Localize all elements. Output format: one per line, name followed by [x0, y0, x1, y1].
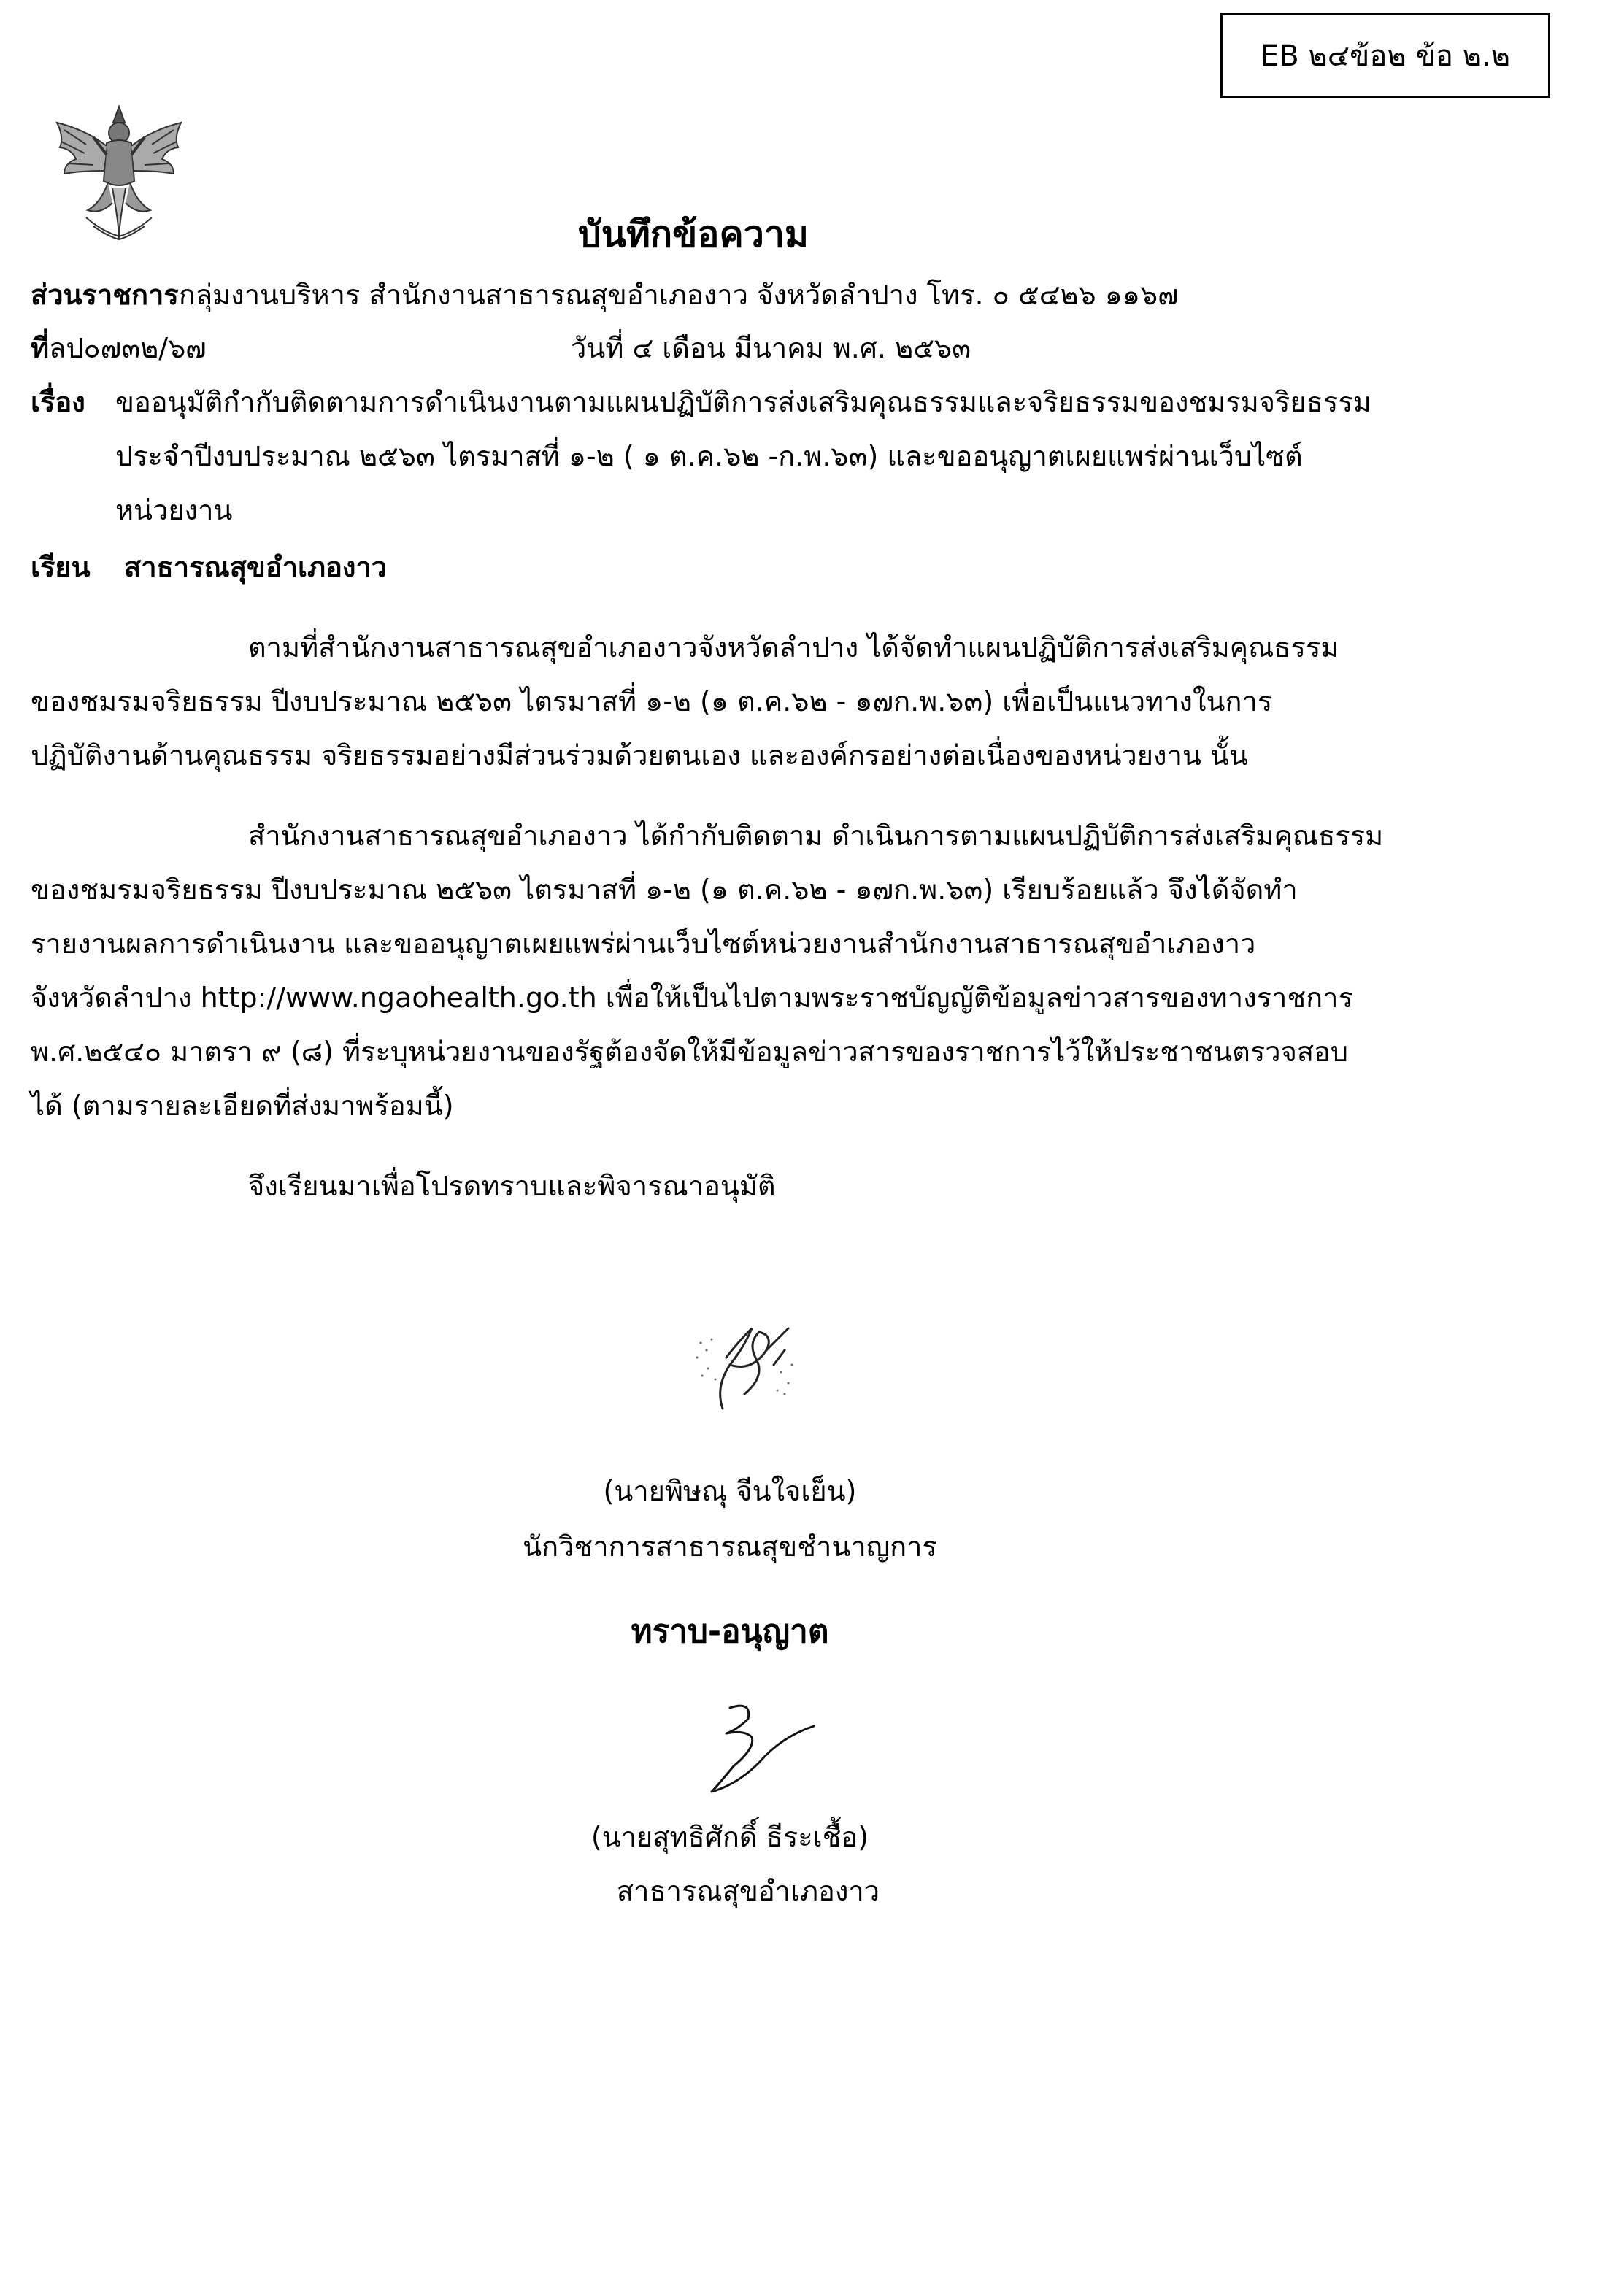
paragraph-2-line: สำนักงานสาธารณสุขอำเภองาว ได้กำกับติดตาม ดำเนินการตามแผนปฏิบัติการส่งเสริมคุณธรรม	[248, 820, 1384, 852]
signer-1-name: (นายพิษณุ จีนใจเย็น)	[603, 1475, 857, 1507]
subject-line: หน่วยงาน	[115, 494, 233, 526]
reference-row	[31, 334, 207, 362]
signer-2-position: สาธารณสุขอำเภองาว	[616, 1875, 880, 1907]
date-text: วันที่ ๔ เดือน มีนาคม พ.ศ. ๒๕๖๓	[571, 332, 971, 364]
signature-2-icon	[693, 1693, 825, 1803]
paragraph-1-line: ปฏิบัติงานด้านคุณธรรม จริยธรรมอย่างมีส่วนร่วมด้วยตนเอง และองค์กรอย่างต่อเนื่องของหน่วยงาน นั้น	[31, 739, 1248, 771]
document-code-box	[1220, 13, 1550, 98]
paragraph-2-line: ได้ (ตามรายละเอียดที่ส่งมาพร้อมนี้)	[31, 1090, 454, 1122]
subject-row	[31, 388, 85, 416]
paragraph-2-line: พ.ศ.๒๕๔๐ มาตรา ๙ (๘) ที่ระบุหน่วยงานของรัฐต้องจัดให้มีข้อมูลข่าวสารของราชการไว้ให้ประชาชนตรวจสอบ	[31, 1036, 1348, 1068]
recipient-label: เรียน	[31, 551, 91, 583]
reference-label: ที่	[31, 332, 50, 364]
subject-label: เรื่อง	[31, 386, 85, 418]
subject-line: ขออนุมัติกำกับติดตามการดำเนินงานตามแผนปฏิบัติการส่งเสริมคุณธรรมและจริยธรรมของชมรมจริยธรรม	[115, 386, 1371, 418]
paragraph-2-line: ของชมรมจริยธรรม ปีงบประมาณ ๒๕๖๓ ไตรมาสที่ ๑-๒ (๑ ต.ค.๖๒ - ๑๗ก.พ.๖๓) เรียบร้อยแล้ว จึงได้จัดทำ	[31, 874, 1298, 906]
paragraph-2-line: รายงานผลการดำเนินงาน และขออนุญาตเผยแพร่ผ่านเว็บไซต์หน่วยงานสำนักงานสาธารณสุขอำเภองาว	[31, 928, 1256, 960]
signer-1-position: นักวิชาการสาธารณสุขชำนาญการ	[523, 1530, 937, 1563]
agency-value: กลุ่มงานบริหาร สำนักงานสาธารณสุขอำเภองาว จังหวัดลำปาง โทร. ๐ ๕๔๒๖ ๑๑๖๗	[178, 279, 1179, 311]
recipient-value: สาธารณสุขอำเภองาว	[124, 551, 388, 583]
signer-2-name: (นายสุทธิศักดิ์ ธีระเชื้อ)	[590, 1821, 869, 1853]
reference-value: ลป๐๗๓๒/๖๗	[49, 332, 207, 364]
agency-row	[31, 281, 1179, 309]
approval-text: ทราบ-อนุญาต	[631, 1613, 829, 1650]
paragraph-1-line: ตามที่สำนักงานสาธารณสุขอำเภองาวจังหวัดลำปาง ได้จัดทำแผนปฏิบัติการส่งเสริมคุณธรรม	[248, 631, 1339, 663]
document-code: EB ๒๔ข้อ๒ ข้อ ๒.๒	[1260, 39, 1511, 73]
signature-1-icon	[686, 1306, 803, 1416]
subject-line: ประจำปีงบประมาณ ๒๕๖๓ ไตรมาสที่ ๑-๒ ( ๑ ต.ค.๖๒ -ก.พ.๖๓) และขออนุญาตเผยแพร่ผ่านเว็บไซต์	[115, 440, 1303, 472]
closing-line: จึงเรียนมาเพื่อโปรดทราบและพิจารณาอนุมัติ	[248, 1170, 776, 1202]
agency-label: ส่วนราชการ	[31, 279, 179, 311]
paragraph-1-line: ของชมรมจริยธรรม ปีงบประมาณ ๒๕๖๓ ไตรมาสที่ ๑-๒ (๑ ต.ค.๖๒ - ๑๗ก.พ.๖๓) เพื่อเป็นแนวทางในการ	[31, 685, 1273, 717]
paragraph-2-line: จังหวัดลำปาง http://www.ngaohealth.go.th เพื่อให้เป็นไปตามพระราชบัญญัติข้อมูลข่าวสารของทางราชการ	[31, 982, 1353, 1014]
memo-title: บันทึกข้อความ	[578, 213, 809, 255]
recipient-row	[31, 553, 91, 581]
